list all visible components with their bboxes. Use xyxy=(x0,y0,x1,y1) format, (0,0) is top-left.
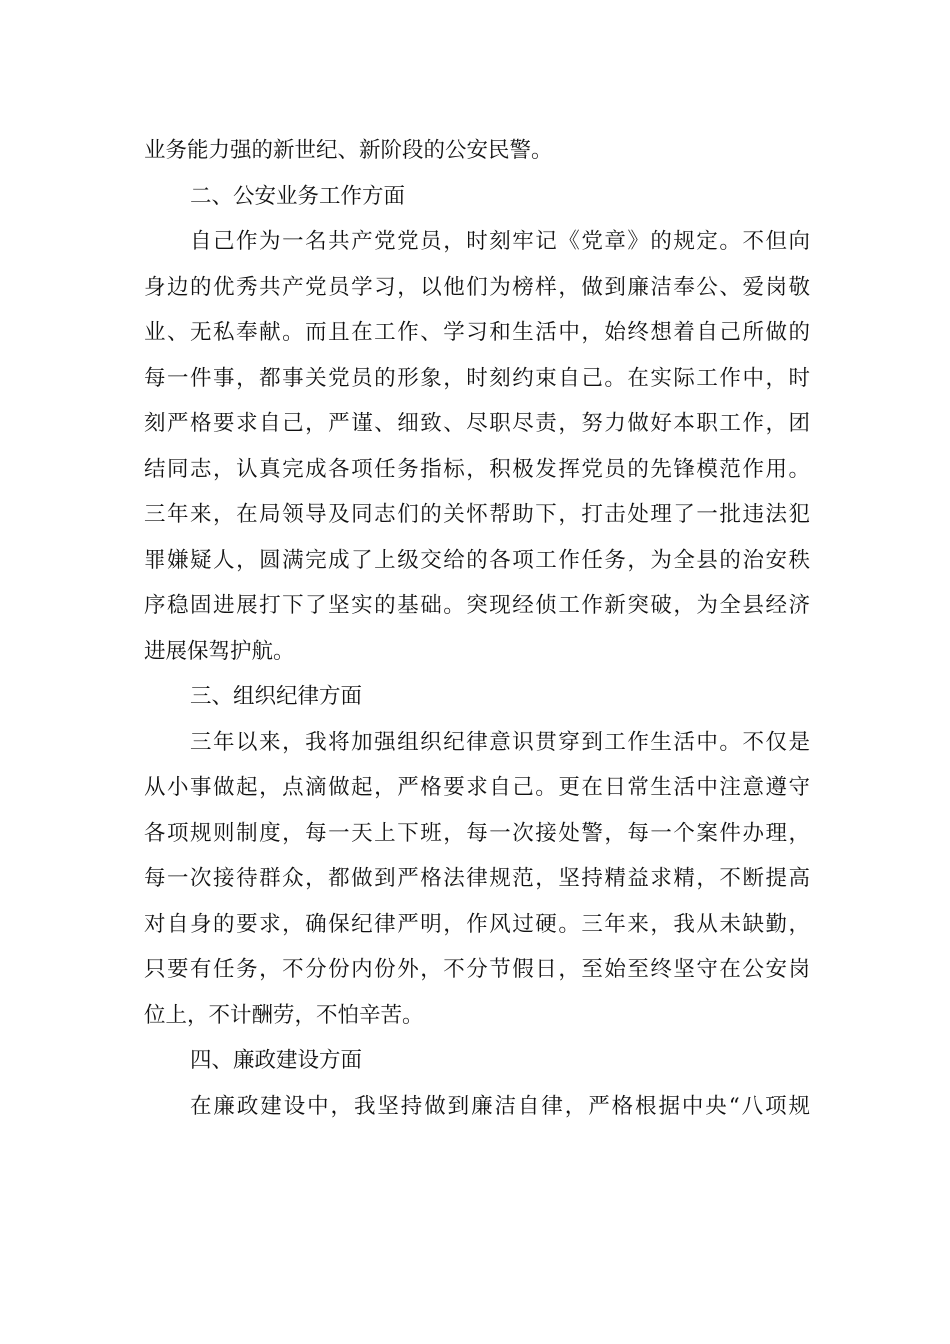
text-line: 每一件事，都事关党员的形象，时刻约束自己。在实际工作中，时 xyxy=(144,365,810,391)
text-line: 位上，不计酬劳，不怕辛苦。 xyxy=(144,1002,424,1028)
section-heading-discipline: 三、组织纪律方面 xyxy=(190,684,363,709)
text-line: 刻严格要求自己，严谨、细致、尽职尽责，努力做好本职工作，团 xyxy=(144,411,810,436)
text-line: 各项规则制度，每一天上下班，每一次接处警，每一个案件办理， xyxy=(144,820,810,846)
document-body xyxy=(144,128,810,1129)
text-line: 在廉政建设中，我坚持做到廉洁自律，严格根据中央“八项规 xyxy=(190,1093,810,1119)
section-heading-business-work: 二、公安业务工作方面 xyxy=(190,183,406,209)
text-line: 从小事做起，点滴做起，严格要求自己。更在日常生活中注意遵守 xyxy=(144,775,810,800)
text-line: 三年以来，我将加强组织纪律意识贯穿到工作生活中。不仅是 xyxy=(190,729,810,755)
text-line: 罪嫌疑人，圆满完成了上级交给的各项工作任务，为全县的治安秩 xyxy=(144,547,810,573)
text-line: 业、无私奉献。而且在工作、学习和生活中，始终想着自己所做的 xyxy=(144,320,810,345)
section-heading-integrity: 四、廉政建设方面 xyxy=(190,1048,363,1073)
text-line: 只要有任务，不分份内份外，不分节假日，至始至终坚守在公安岗 xyxy=(144,957,810,982)
text-line: 结同志，认真完成各项任务指标，积极发挥党员的先锋模范作用。 xyxy=(144,456,810,482)
text-line: 身边的优秀共产党员学习，以他们为榜样，做到廉洁奉公、爱岗敬 xyxy=(144,274,810,300)
text-line: 序稳固进展打下了坚实的基础。突现经侦工作新突破，为全县经济 xyxy=(144,593,810,618)
text-line: 三年来，在局领导及同志们的关怀帮助下，打击处理了一批违法犯 xyxy=(144,502,810,527)
text-line: 自己作为一名共产党党员，时刻牢记《党章》的规定。不但向 xyxy=(190,229,810,254)
text-line: 对自身的要求，确保纪律严明，作风过硬。三年来，我从未缺勤， xyxy=(144,911,810,937)
text-line: 每一次接待群众，都做到严格法律规范，坚持精益求精，不断提高 xyxy=(144,866,810,891)
text-line: 业务能力强的新世纪、新阶段的公安民警。 xyxy=(144,138,553,163)
text-line: 进展保驾护航。 xyxy=(144,638,295,664)
